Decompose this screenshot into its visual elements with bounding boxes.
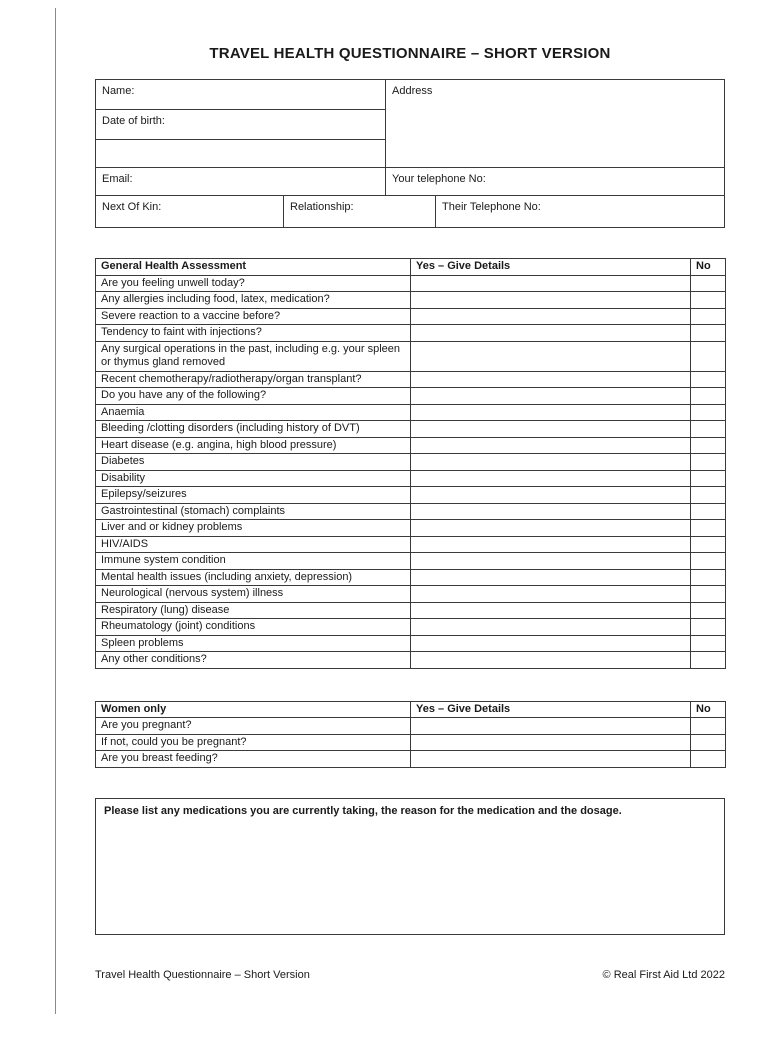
email-label: Email: xyxy=(102,173,133,185)
table-row xyxy=(96,520,726,537)
question-label: If not, could you be pregnant? xyxy=(96,734,411,751)
table-row xyxy=(96,275,726,292)
no-answer-cell[interactable] xyxy=(691,751,726,768)
table-row xyxy=(96,503,726,520)
yes-details-cell[interactable] xyxy=(411,619,691,636)
no-answer-cell[interactable] xyxy=(691,536,726,553)
question-label: Severe reaction to a vaccine before? xyxy=(96,308,411,325)
table-row xyxy=(96,292,726,309)
no-header: No xyxy=(691,701,726,718)
no-answer-cell[interactable] xyxy=(691,520,726,537)
yes-details-cell[interactable] xyxy=(411,718,691,735)
no-answer-cell[interactable] xyxy=(691,275,726,292)
table-row xyxy=(96,586,726,603)
table-row xyxy=(96,619,726,636)
yes-details-cell[interactable] xyxy=(411,652,691,669)
personal-info-table xyxy=(95,79,725,228)
no-answer-cell[interactable] xyxy=(691,308,726,325)
date-of-birth-label: Date of birth: xyxy=(102,115,165,127)
no-answer-cell[interactable] xyxy=(691,652,726,669)
no-answer-cell[interactable] xyxy=(691,503,726,520)
question-label: HIV/AIDS xyxy=(96,536,411,553)
table-row xyxy=(96,569,726,586)
table-row xyxy=(96,751,726,768)
yes-details-cell[interactable] xyxy=(411,569,691,586)
no-answer-cell[interactable] xyxy=(691,635,726,652)
no-answer-cell[interactable] xyxy=(691,421,726,438)
table-row xyxy=(96,421,726,438)
question-label: Diabetes xyxy=(96,454,411,471)
general-health-header: General Health Assessment xyxy=(96,259,411,276)
yes-details-cell[interactable] xyxy=(411,503,691,520)
yes-details-cell[interactable] xyxy=(411,635,691,652)
question-label: Any surgical operations in the past, including e.g. your spleen or thymus gland removed xyxy=(96,341,411,371)
next-of-kin-label: Next Of Kin: xyxy=(102,201,162,213)
no-answer-cell[interactable] xyxy=(691,602,726,619)
yes-details-cell[interactable] xyxy=(411,341,691,371)
info-row-top xyxy=(96,80,724,167)
yes-details-cell[interactable] xyxy=(411,404,691,421)
table-row xyxy=(96,404,726,421)
page-edge-line xyxy=(55,8,56,1014)
no-answer-cell[interactable] xyxy=(691,437,726,454)
yes-details-cell[interactable] xyxy=(411,421,691,438)
question-label: Anaemia xyxy=(96,404,411,421)
info-row-contact xyxy=(96,167,724,195)
their-telephone-label: Their Telephone No: xyxy=(442,201,541,213)
women-only-table xyxy=(95,701,726,768)
no-answer-cell[interactable] xyxy=(691,341,726,371)
yes-details-cell[interactable] xyxy=(411,388,691,405)
yes-details-cell[interactable] xyxy=(411,325,691,342)
table-row xyxy=(96,454,726,471)
no-answer-cell[interactable] xyxy=(691,470,726,487)
question-label: Spleen problems xyxy=(96,635,411,652)
no-answer-cell[interactable] xyxy=(691,619,726,636)
question-label: Immune system condition xyxy=(96,553,411,570)
yes-details-cell[interactable] xyxy=(411,437,691,454)
no-answer-cell[interactable] xyxy=(691,454,726,471)
name-field[interactable] xyxy=(96,80,385,110)
table-row xyxy=(96,341,726,371)
no-answer-cell[interactable] xyxy=(691,586,726,603)
question-label: Bleeding /clotting disorders (including history of DVT) xyxy=(96,421,411,438)
question-label: Epilepsy/seizures xyxy=(96,487,411,504)
question-label: Respiratory (lung) disease xyxy=(96,602,411,619)
question-label: Liver and or kidney problems xyxy=(96,520,411,537)
table-row xyxy=(96,652,726,669)
table-row xyxy=(96,325,726,342)
table-row xyxy=(96,718,726,735)
yes-details-cell[interactable] xyxy=(411,308,691,325)
question-label: Gastrointestinal (stomach) complaints xyxy=(96,503,411,520)
no-answer-cell[interactable] xyxy=(691,569,726,586)
info-row-kin xyxy=(96,195,724,227)
no-answer-cell[interactable] xyxy=(691,734,726,751)
table-row xyxy=(96,487,726,504)
question-label: Any other conditions? xyxy=(96,652,411,669)
no-answer-cell[interactable] xyxy=(691,388,726,405)
no-answer-cell[interactable] xyxy=(691,553,726,570)
no-header: No xyxy=(691,259,726,276)
table-row xyxy=(96,470,726,487)
yes-details-cell[interactable] xyxy=(411,734,691,751)
yes-details-cell[interactable] xyxy=(411,553,691,570)
footer xyxy=(95,969,725,981)
no-answer-cell[interactable] xyxy=(691,292,726,309)
no-answer-cell[interactable] xyxy=(691,718,726,735)
their-telephone-field[interactable] xyxy=(436,196,724,227)
name-label: Name: xyxy=(102,85,135,97)
footer-copyright: © Real First Aid Ltd 2022 xyxy=(602,968,725,981)
yes-details-cell[interactable] xyxy=(411,470,691,487)
question-label: Disability xyxy=(96,470,411,487)
question-label: Do you have any of the following? xyxy=(96,388,411,405)
relationship-label: Relationship: xyxy=(290,201,354,213)
table-row xyxy=(96,602,726,619)
table-row xyxy=(96,308,726,325)
question-label: Heart disease (e.g. angina, high blood pressure) xyxy=(96,437,411,454)
table-row xyxy=(96,734,726,751)
no-answer-cell[interactable] xyxy=(691,487,726,504)
info-left-column xyxy=(96,80,386,167)
question-label: Neurological (nervous system) illness xyxy=(96,586,411,603)
table-row xyxy=(96,388,726,405)
question-label: Are you feeling unwell today? xyxy=(96,275,411,292)
table-header-row xyxy=(96,701,726,718)
yes-details-cell[interactable] xyxy=(411,751,691,768)
no-answer-cell[interactable] xyxy=(691,404,726,421)
table-row xyxy=(96,437,726,454)
no-answer-cell[interactable] xyxy=(691,325,726,342)
question-label: Mental health issues (including anxiety, depression) xyxy=(96,569,411,586)
women-only-header: Women only xyxy=(96,701,411,718)
page-title: TRAVEL HEALTH QUESTIONNAIRE – SHORT VERSION xyxy=(209,45,611,62)
yes-details-cell[interactable] xyxy=(411,536,691,553)
question-label: Rheumatology (joint) conditions xyxy=(96,619,411,636)
yes-details-cell[interactable] xyxy=(411,275,691,292)
telephone-label: Your telephone No: xyxy=(392,173,486,185)
relationship-field[interactable] xyxy=(284,196,436,227)
yes-details-cell[interactable] xyxy=(411,520,691,537)
medications-label: Please list any medications you are currently taking, the reason for the medication and the dosage. xyxy=(104,804,622,817)
table-row xyxy=(96,536,726,553)
table-row xyxy=(96,553,726,570)
yes-details-cell[interactable] xyxy=(411,371,691,388)
yes-details-cell[interactable] xyxy=(411,292,691,309)
question-label: Are you breast feeding? xyxy=(96,751,411,768)
yes-details-cell[interactable] xyxy=(411,602,691,619)
blank-cell[interactable] xyxy=(96,140,385,167)
yes-details-cell[interactable] xyxy=(411,487,691,504)
yes-details-cell[interactable] xyxy=(411,454,691,471)
table-row xyxy=(96,635,726,652)
address-label: Address xyxy=(392,85,433,97)
table-row xyxy=(96,371,726,388)
telephone-field[interactable] xyxy=(386,168,724,195)
medications-box[interactable] xyxy=(95,798,725,935)
yes-details-header: Yes – Give Details xyxy=(411,259,691,276)
email-field[interactable] xyxy=(96,168,386,195)
footer-document-title: Travel Health Questionnaire – Short Version xyxy=(95,968,310,981)
question-label: Tendency to faint with injections? xyxy=(96,325,411,342)
general-health-table xyxy=(95,258,726,669)
yes-details-cell[interactable] xyxy=(411,586,691,603)
address-field[interactable] xyxy=(386,80,724,167)
table-header-row xyxy=(96,259,726,276)
question-label: Are you pregnant? xyxy=(96,718,411,735)
next-of-kin-field[interactable] xyxy=(96,196,284,227)
date-of-birth-field[interactable] xyxy=(96,110,385,140)
yes-details-header: Yes – Give Details xyxy=(411,701,691,718)
document-page xyxy=(95,0,725,981)
no-answer-cell[interactable] xyxy=(691,371,726,388)
question-label: Recent chemotherapy/radiotherapy/organ transplant? xyxy=(96,371,411,388)
question-label: Any allergies including food, latex, medication? xyxy=(96,292,411,309)
